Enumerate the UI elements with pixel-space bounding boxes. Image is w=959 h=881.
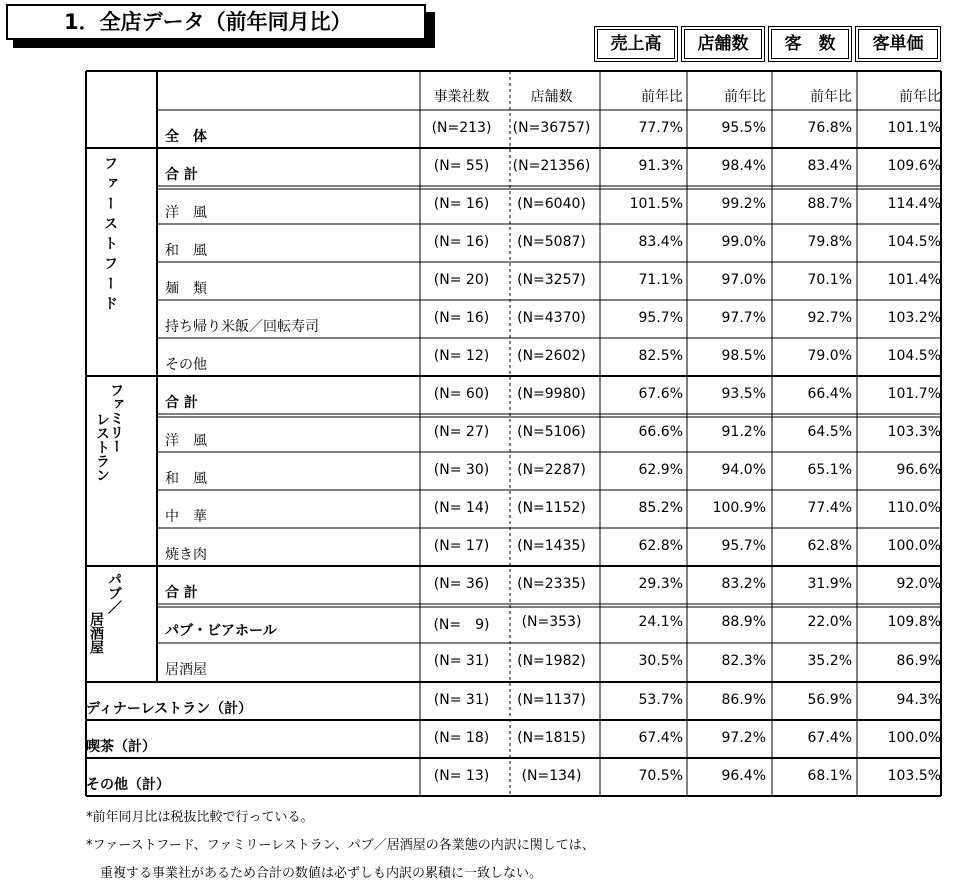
row-label: 合 計 <box>165 167 198 183</box>
cell-stores-yoy: 82.3% <box>721 653 766 669</box>
row-label: 洋 風 <box>165 205 207 221</box>
legend-customers: 客 数 <box>768 26 852 62</box>
table-row <box>165 224 941 262</box>
cell-customers-yoy: 66.4% <box>807 386 852 402</box>
table-row <box>165 338 941 376</box>
legend-stores: 店舗数 <box>681 26 765 62</box>
group-label-family-restaurant: レストラン <box>94 412 110 482</box>
cell-unit-price-yoy: 103.5% <box>887 768 941 784</box>
col-header-stores-yoy: 前年比 <box>724 89 766 105</box>
table-row <box>86 720 941 758</box>
cell-stores-yoy: 95.5% <box>721 120 766 136</box>
cell-n-stores: (N=3257) <box>517 272 586 288</box>
col-header-companies: 事業社数 <box>433 89 490 105</box>
note-2: *ファーストフード、ファミリーレストラン、パブ／居酒屋の各業態の内訳に関しては、 <box>86 838 595 853</box>
cell-stores-yoy: 100.9% <box>712 500 766 516</box>
cell-stores-yoy: 93.5% <box>721 386 766 402</box>
col-header-sales-yoy: 前年比 <box>641 89 683 105</box>
cell-stores-yoy: 98.5% <box>721 348 766 364</box>
cell-n-stores: (N=6040) <box>517 196 586 212</box>
row-label: 持ち帰り米飯／回転寿司 <box>165 319 319 335</box>
cell-n-companies: (N= 14) <box>433 500 490 516</box>
cell-sales-yoy: 62.8% <box>638 538 683 554</box>
cell-stores-yoy: 97.0% <box>721 272 766 288</box>
cell-customers-yoy: 79.0% <box>807 348 852 364</box>
row-label: 麺 類 <box>165 281 207 297</box>
row-label: 全 体 <box>165 129 207 145</box>
cell-customers-yoy: 77.4% <box>807 500 852 516</box>
table-row <box>165 186 941 224</box>
cell-n-companies: (N= 16) <box>433 310 490 326</box>
cell-stores-yoy: 95.7% <box>721 538 766 554</box>
cell-unit-price-yoy: 100.0% <box>887 730 941 746</box>
cell-sales-yoy: 67.4% <box>638 730 683 746</box>
cell-customers-yoy: 70.1% <box>807 272 852 288</box>
row-label: 喫茶（計） <box>86 739 156 755</box>
row-label: その他（計） <box>86 777 170 793</box>
cell-sales-yoy: 29.3% <box>638 576 683 592</box>
row-label: 合 計 <box>165 585 198 601</box>
table-row <box>86 682 941 720</box>
cell-stores-yoy: 91.2% <box>721 424 766 440</box>
row-label: 和 風 <box>165 243 207 259</box>
cell-customers-yoy: 76.8% <box>807 120 852 136</box>
cell-unit-price-yoy: 114.4% <box>887 196 941 212</box>
cell-n-stores: (N=1815) <box>517 730 586 746</box>
cell-unit-price-yoy: 100.0% <box>887 538 941 554</box>
cell-unit-price-yoy: 86.9% <box>896 653 941 669</box>
cell-stores-yoy: 88.9% <box>721 614 766 630</box>
cell-sales-yoy: 77.7% <box>638 120 683 136</box>
cell-n-stores: (N=2335) <box>517 576 586 592</box>
row-label: パブ・ビアホール <box>165 623 277 639</box>
cell-unit-price-yoy: 104.5% <box>887 348 941 364</box>
cell-unit-price-yoy: 103.3% <box>887 424 941 440</box>
cell-stores-yoy: 97.2% <box>721 730 766 746</box>
cell-n-stores: (N=1152) <box>517 500 586 516</box>
cell-sales-yoy: 53.7% <box>638 692 683 708</box>
cell-n-stores: (N=1435) <box>517 538 586 554</box>
table-row <box>165 604 941 642</box>
table-row <box>165 110 941 148</box>
cell-n-stores: (N=1982) <box>517 653 586 669</box>
cell-n-stores: (N=353) <box>521 614 582 630</box>
table-row <box>165 490 941 528</box>
cell-customers-yoy: 92.7% <box>807 310 852 326</box>
cell-n-companies: (N= 9) <box>433 617 490 633</box>
cell-sales-yoy: 62.9% <box>638 462 683 478</box>
row-label: 和 風 <box>165 471 207 487</box>
cell-n-companies: (N= 60) <box>433 386 490 402</box>
col-header-customers-yoy: 前年比 <box>810 89 852 105</box>
table-row <box>165 262 941 300</box>
legend-sales: 売上高 <box>594 26 678 62</box>
cell-stores-yoy: 99.0% <box>721 234 766 250</box>
cell-sales-yoy: 91.3% <box>638 158 683 174</box>
group-label-fastfood: ファーストフード <box>102 156 118 316</box>
cell-n-stores: (N=5106) <box>517 424 586 440</box>
row-label: ディナーレストラン（計） <box>86 701 253 717</box>
cell-sales-yoy: 101.5% <box>629 196 683 212</box>
page-title: 1．全店データ（前年同月比） <box>6 4 426 40</box>
cell-sales-yoy: 82.5% <box>638 348 683 364</box>
cell-n-companies: (N= 31) <box>433 692 490 708</box>
header-row <box>171 86 941 106</box>
cell-stores-yoy: 99.2% <box>721 196 766 212</box>
cell-customers-yoy: 88.7% <box>807 196 852 212</box>
table-row <box>165 414 941 452</box>
col-header-stores: 店舗数 <box>530 89 573 105</box>
cell-n-companies: (N= 16) <box>433 196 490 212</box>
group-label-pub: パブ／ <box>106 572 122 614</box>
cell-unit-price-yoy: 94.3% <box>896 692 941 708</box>
cell-n-stores: (N=1137) <box>517 692 586 708</box>
cell-n-stores: (N=21356) <box>512 158 591 174</box>
cell-sales-yoy: 66.6% <box>638 424 683 440</box>
cell-stores-yoy: 83.2% <box>721 576 766 592</box>
row-label: 合 計 <box>165 395 198 411</box>
cell-stores-yoy: 97.7% <box>721 310 766 326</box>
table-row <box>165 643 941 681</box>
cell-unit-price-yoy: 96.6% <box>896 462 941 478</box>
cell-customers-yoy: 79.8% <box>807 234 852 250</box>
cell-n-companies: (N= 12) <box>433 348 490 364</box>
cell-customers-yoy: 67.4% <box>807 730 852 746</box>
cell-customers-yoy: 56.9% <box>807 692 852 708</box>
cell-customers-yoy: 64.5% <box>807 424 852 440</box>
cell-n-companies: (N= 55) <box>433 158 490 174</box>
cell-unit-price-yoy: 103.2% <box>887 310 941 326</box>
cell-n-stores: (N=2287) <box>517 462 586 478</box>
cell-n-stores: (N=36757) <box>512 120 591 136</box>
cell-n-companies: (N= 17) <box>433 538 490 554</box>
cell-sales-yoy: 70.5% <box>638 768 683 784</box>
cell-n-stores: (N=9980) <box>517 386 586 402</box>
group-label-izakaya: 居酒屋 <box>88 612 104 654</box>
cell-stores-yoy: 96.4% <box>721 768 766 784</box>
cell-unit-price-yoy: 101.1% <box>887 120 941 136</box>
cell-stores-yoy: 98.4% <box>721 158 766 174</box>
cell-customers-yoy: 83.4% <box>807 158 852 174</box>
cell-unit-price-yoy: 92.0% <box>896 576 941 592</box>
cell-sales-yoy: 71.1% <box>638 272 683 288</box>
cell-customers-yoy: 65.1% <box>807 462 852 478</box>
table-row <box>165 376 941 414</box>
cell-unit-price-yoy: 110.0% <box>887 500 941 516</box>
cell-n-companies: (N= 18) <box>433 730 490 746</box>
cell-n-stores: (N=134) <box>521 768 582 784</box>
cell-n-stores: (N=5087) <box>517 234 586 250</box>
cell-n-companies: (N= 13) <box>433 768 490 784</box>
table-row <box>165 148 941 186</box>
cell-n-companies: (N= 16) <box>433 234 490 250</box>
row-label: 居酒屋 <box>165 662 207 678</box>
cell-stores-yoy: 94.0% <box>721 462 766 478</box>
cell-customers-yoy: 22.0% <box>807 614 852 630</box>
note-1: *前年同月比は税抜比較で行っている。 <box>86 810 314 825</box>
row-label: 洋 風 <box>165 433 207 449</box>
cell-sales-yoy: 83.4% <box>638 234 683 250</box>
cell-unit-price-yoy: 101.7% <box>887 386 941 402</box>
cell-customers-yoy: 62.8% <box>807 538 852 554</box>
table-row <box>165 452 941 490</box>
cell-sales-yoy: 30.5% <box>638 653 683 669</box>
cell-n-companies: (N= 20) <box>433 272 490 288</box>
cell-n-companies: (N= 36) <box>433 576 490 592</box>
table-row <box>165 566 941 604</box>
cell-stores-yoy: 86.9% <box>721 692 766 708</box>
cell-unit-price-yoy: 101.4% <box>887 272 941 288</box>
cell-unit-price-yoy: 104.5% <box>887 234 941 250</box>
cell-n-companies: (N=213) <box>431 120 492 136</box>
table-row <box>165 300 941 338</box>
cell-unit-price-yoy: 109.8% <box>887 614 941 630</box>
cell-n-companies: (N= 30) <box>433 462 490 478</box>
row-label: その他 <box>165 357 207 373</box>
cell-customers-yoy: 35.2% <box>807 653 852 669</box>
cell-sales-yoy: 67.6% <box>638 386 683 402</box>
cell-unit-price-yoy: 109.6% <box>887 158 941 174</box>
table-row <box>86 758 941 796</box>
cell-n-stores: (N=2602) <box>517 348 586 364</box>
cell-customers-yoy: 31.9% <box>807 576 852 592</box>
cell-customers-yoy: 68.1% <box>807 768 852 784</box>
row-label: 焼き肉 <box>165 547 207 563</box>
cell-n-stores: (N=4370) <box>517 310 586 326</box>
table-row <box>165 528 941 566</box>
note-3: 重複する事業社があるため合計の数値は必ずしも内訳の累積に一致しない。 <box>100 866 543 881</box>
group-label-family: ファミリー <box>108 383 124 453</box>
cell-n-companies: (N= 31) <box>433 653 490 669</box>
cell-sales-yoy: 85.2% <box>638 500 683 516</box>
row-label: 中 華 <box>165 509 207 525</box>
cell-sales-yoy: 24.1% <box>638 614 683 630</box>
cell-sales-yoy: 95.7% <box>638 310 683 326</box>
col-header-unit-price-yoy: 前年比 <box>899 89 941 105</box>
legend-unit-price: 客単価 <box>855 26 941 62</box>
cell-n-companies: (N= 27) <box>433 424 490 440</box>
